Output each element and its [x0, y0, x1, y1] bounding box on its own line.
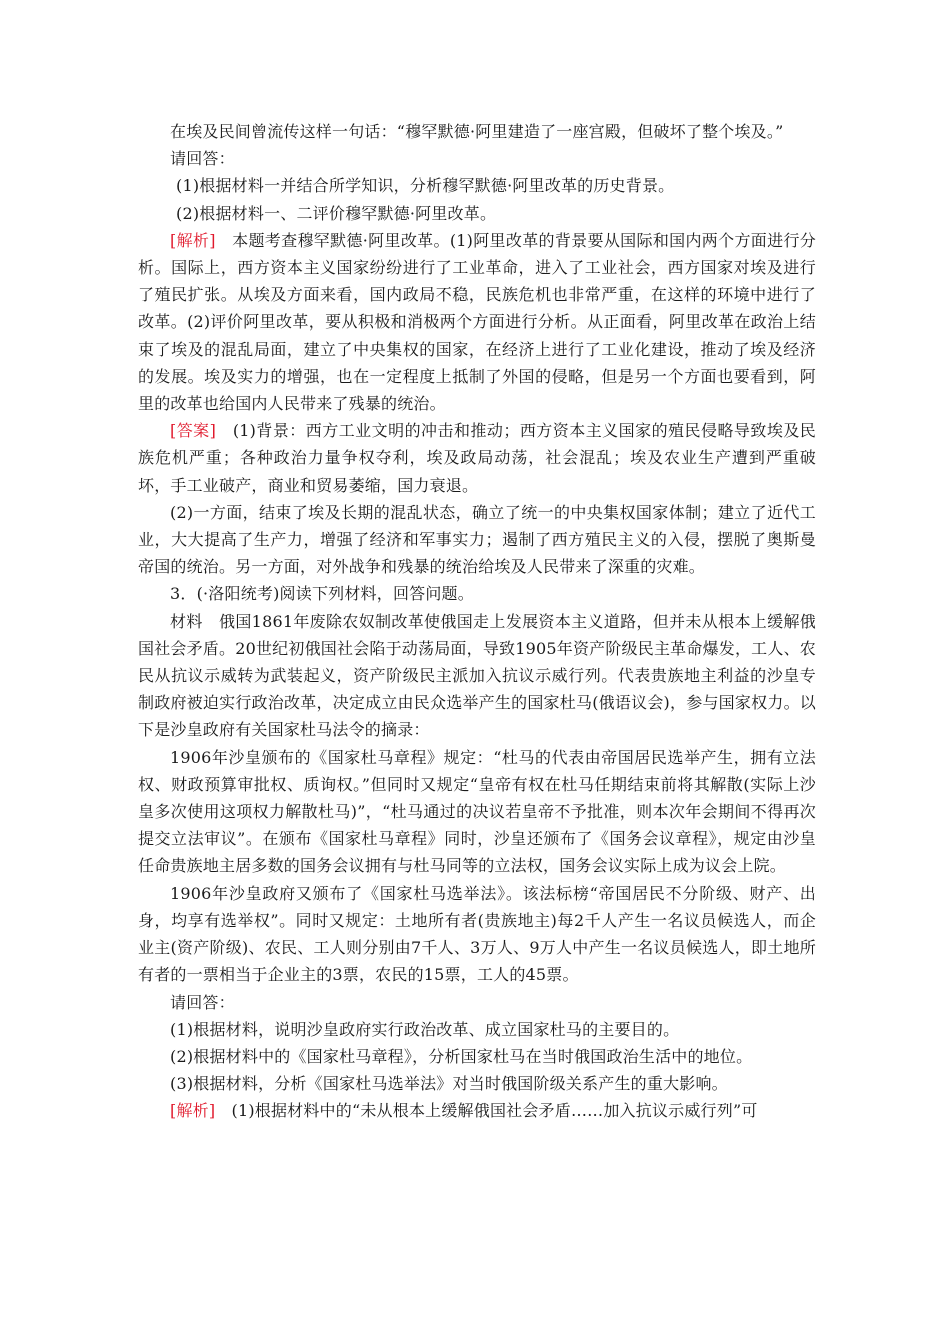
analysis-paragraph-2 — [138, 1097, 816, 1124]
paragraph-text: (2)根据材料一、二评价穆罕默德·阿里改革。 — [176, 203, 497, 223]
paragraph-text: (1)根据材料一并结合所学知识，分析穆罕默德·阿里改革的历史背景。 — [176, 176, 675, 196]
question-3-3 — [138, 1070, 816, 1097]
answer-paragraph-2 — [138, 499, 816, 581]
analysis-tag: [解析] — [170, 230, 216, 250]
analysis-paragraph — [138, 227, 816, 417]
paragraph-text: 1906年沙皇颁布的《国家杜马章程》规定：“杜马的代表由帝国居民选举产生，拥有立法权、财政预算审批权、质询权。”但同时又规定“皇帝有权在杜马任期结束前将其解散(实际上沙皇多次使用这项权力解散杜马)”，“杜马通过的决议若皇帝不予批准，则本次年会期间不得再次提交立法审议”。在颁布《国家杜马章程》同时，沙皇还颁布了《国务会议章程》，规定由沙皇任命贵族地主居多数的国务会议拥有与杜马同等的立法权，国务会议实际上成为议会上院。 — [138, 747, 816, 876]
paragraph-text: 材料 俄国1861年废除农奴制改革使俄国走上发展资本主义道路，但并未从根本上缓解俄国社会矛盾。20世纪初俄国社会陷于动荡局面，导致1905年资产阶级民主革命爆发，工人、农民从抗议示威转为武装起义，资产阶级民主派加入抗议示威行列。代表贵族地主利益的沙皇专制政府被迫实行政治改革，决定成立由民众选举产生的国家杜马(俄语议会)，参与国家权力。以下是沙皇政府有关国家杜马法令的摘录： — [138, 611, 816, 740]
paragraph-text: 本题考查穆罕默德·阿里改革。(1)阿里改革的背景要从国际和国内两个方面进行分析。国际上，西方资本主义国家纷纷进行了工业革命，进入了工业社会，西方国家对埃及进行了殖民扩张。从埃及方面来看，国内政局不稳，民族危机也非常严重，在这样的环境中进行了改革。(2)评价阿里改革，要从积极和消极两个方面进行分析。从正面看，阿里改革在政治上结束了埃及的混乱局面，建立了中央集权的国家，在经济上进行了工业化建设，推动了埃及经济的发展。埃及实力的增强，也在一定程度上抵制了外国的侵略，但是另一个方面也要看到，阿里的改革也给国内人民带来了残暴的统治。 — [138, 230, 816, 414]
question-prompt-2 — [138, 989, 816, 1016]
question-2 — [138, 200, 816, 227]
document-body — [138, 118, 816, 1125]
answer-tag: [答案] — [170, 421, 217, 441]
paragraph-text: 在埃及民间曾流传这样一句话：“穆罕默德·阿里建造了一座宫殿，但破坏了整个埃及。” — [170, 122, 784, 141]
question-3-2 — [138, 1043, 816, 1070]
paragraph-text: (3)根据材料，分析《国家杜马选举法》对当时俄国阶级关系产生的重大影响。 — [170, 1074, 728, 1094]
analysis-tag: [解析] — [170, 1101, 216, 1121]
paragraph-text: 1906年沙皇政府又颁布了《国家杜马选举法》。该法标榜“帝国居民不分阶级、财产、出身，均享有选举权”。同时又规定：土地所有者(贵族地主)每2千人产生一名议员候选人，而企业主(资产阶级)、农民、工人则分别由7千人、3万人、9万人中产生一名议员候选人，即土地所有者的一票相当于企业主的3票，农民的15票，工人的45票。 — [138, 883, 816, 985]
material-quote — [138, 118, 816, 145]
material-paragraph — [138, 608, 816, 744]
paragraph-text: (1)根据材料中的“未从根本上缓解俄国社会矛盾……加入抗议示威行列”可 — [215, 1101, 758, 1121]
paragraph-text: 3．(·洛阳统考)阅读下列材料，回答问题。 — [170, 584, 474, 604]
paragraph-text: (1)根据材料，说明沙皇政府实行政治改革、成立国家杜马的主要目的。 — [170, 1019, 680, 1039]
paragraph-text: 请回答： — [170, 149, 235, 169]
question-3-heading — [138, 580, 816, 607]
question-3-1 — [138, 1016, 816, 1043]
material-election-law — [138, 880, 816, 989]
paragraph-text: 请回答： — [170, 992, 235, 1012]
paragraph-text: (1)背景：西方工业文明的冲击和推动；西方资本主义国家的殖民侵略导致埃及民族危机严重；各种政治力量争权夺利，埃及政局动荡，社会混乱；埃及农业生产遭到严重破坏，手工业破产，商业和贸易萎缩，国力衰退。 — [138, 421, 816, 495]
paragraph-text: (2)根据材料中的《国家杜马章程》，分析国家杜马在当时俄国政治生活中的地位。 — [170, 1046, 753, 1066]
paragraph-text: (2)一方面，结束了埃及长期的混乱状态，确立了统一的中央集权国家体制；建立了近代工业，大大提高了生产力，增强了经济和军事实力；遏制了西方殖民主义的入侵，摆脱了奥斯曼帝国的统治。另一方面，对外战争和残暴的统治给埃及人民带来了深重的灾难。 — [138, 502, 816, 577]
question-prompt — [138, 145, 816, 172]
answer-paragraph — [138, 417, 816, 499]
question-1 — [138, 172, 816, 199]
material-duma-charter — [138, 744, 816, 880]
